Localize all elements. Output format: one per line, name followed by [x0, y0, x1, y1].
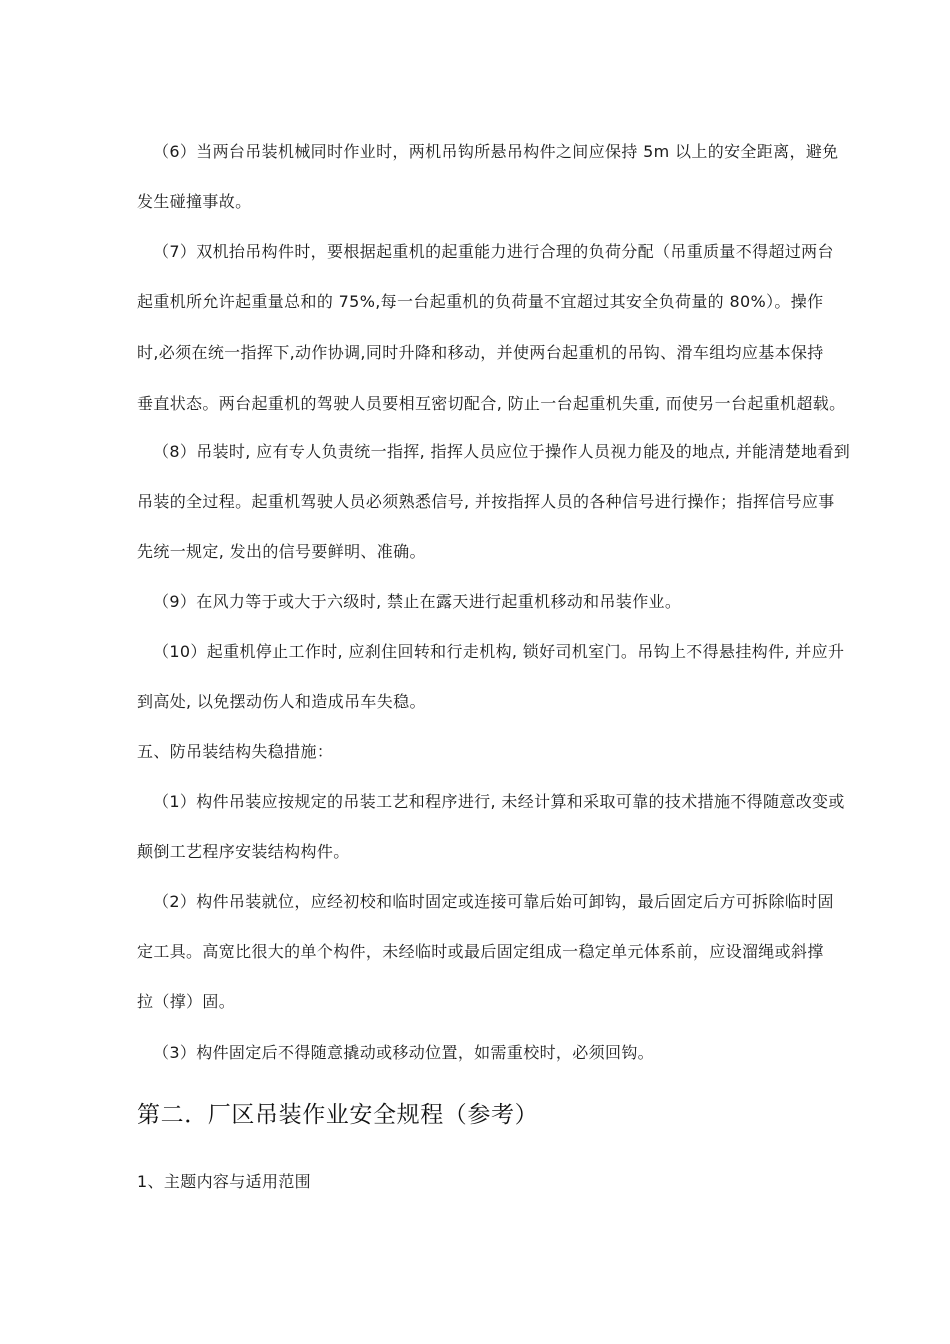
paragraph-line: 起重机所允许起重量总和的 75%,每一台起重机的负荷量不宜超过其安全负荷量的 80%）。操作 — [137, 292, 824, 311]
paragraph-line: 时,必须在统一指挥下,动作协调,同时升降和移动，并使两台起重机的吊钩、滑车组均应基本保持 — [137, 343, 824, 362]
paragraph-line: 定工具。高宽比很大的单个构件，未经临时或最后固定组成一稳定单元体系前，应设溜绳或斜撑 — [137, 942, 824, 961]
section-heading: 五、防吊装结构失稳措施： — [137, 742, 334, 761]
paragraph-line: （2）构件吊装就位，应经初校和临时固定或连接可靠后始可卸钩，最后固定后方可拆除临时固 — [153, 892, 834, 911]
paragraph-line: （9）在风力等于或大于六级时, 禁止在露天进行起重机移动和吊装作业。 — [153, 592, 682, 611]
paragraph-line: 颠倒工艺程序安装结构构件。 — [137, 842, 350, 861]
paragraph-line: 拉（撑）固。 — [137, 992, 236, 1011]
paragraph-line: （8）吊装时, 应有专人负责统一指挥, 指挥人员应位于操作人员视力能及的地点, 并能清楚地看到 — [153, 442, 851, 461]
paragraph-line: （6）当两台吊装机械同时作业时，两机吊钩所悬吊构件之间应保持 5m 以上的安全距离，避免 — [153, 142, 839, 161]
paragraph-line: 先统一规定, 发出的信号要鲜明、准确。 — [137, 542, 426, 561]
paragraph-line: 发生碰撞事故。 — [137, 192, 252, 211]
paragraph-line: （10）起重机停止工作时, 应刹住回转和行走机构, 锁好司机室门。吊钩上不得悬挂构件, 并应升 — [153, 642, 845, 661]
paragraph-line: （7）双机抬吊构件时，要根据起重机的起重能力进行合理的负荷分配（吊重质量不得超过两台 — [153, 242, 834, 261]
subsection-heading: 1、主题内容与适用范围 — [137, 1172, 312, 1191]
paragraph-line: 吊装的全过程。起重机驾驶人员必须熟悉信号, 并按指挥人员的各种信号进行操作；指挥信号应事 — [137, 492, 835, 511]
paragraph-line: （3）构件固定后不得随意撬动或移动位置，如需重校时，必须回钩。 — [153, 1043, 655, 1062]
paragraph-line: 到高处, 以免摆动伤人和造成吊车失稳。 — [137, 692, 426, 711]
paragraph-line: 垂直状态。两台起重机的驾驶人员要相互密切配合, 防止一台起重机失重, 而使另一台起重机超载。 — [137, 394, 846, 413]
chapter-heading: 第二．厂区吊装作业安全规程（参考） — [137, 1102, 539, 1128]
paragraph-line: （1）构件吊装应按规定的吊装工艺和程序进行, 未经计算和采取可靠的技术措施不得随意改变或 — [153, 792, 845, 811]
